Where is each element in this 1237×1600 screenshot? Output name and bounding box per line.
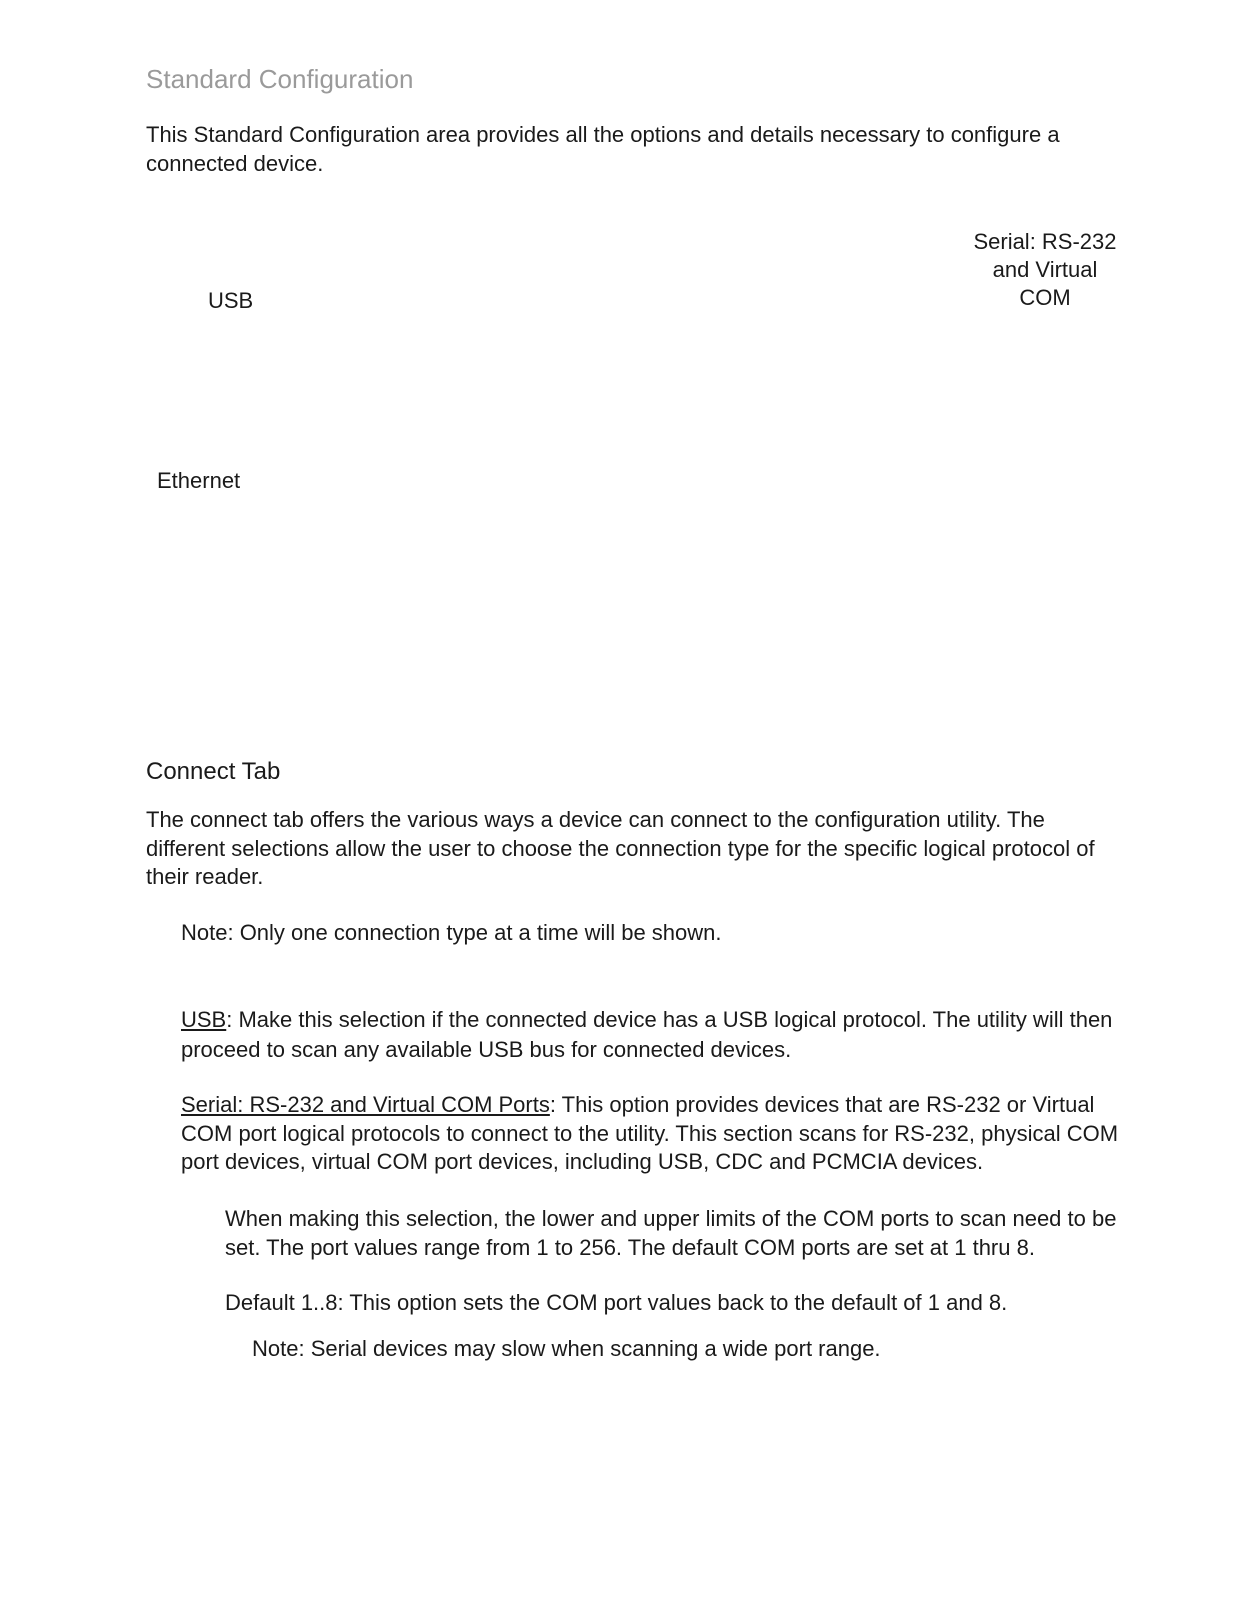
figure-label-usb: USB [208,288,254,313]
figure-label-serial-line1: Serial: RS-232 [973,229,1117,254]
figure-label-serial [966,228,1124,312]
connect-tab-description: The connect tab offers the various ways a device can connect to the configuration utility. The different selections allow the user to choose the connection type for the specific logical protocol of their reader. [146,807,1095,889]
section-title-connect-tab: Connect Tab [146,758,281,785]
usb-option-description: : Make this selection if the connected device has a USB logical protocol. The utility will then proceed to scan any available USB bus for connected devices. [181,1007,1113,1062]
figure-label-ethernet: Ethernet [157,468,241,493]
com-port-limits-paragraph: When making this selection, the lower and upper limits of the COM ports to scan need to be set. The port values range from 1 to 256. The default COM ports are set at 1 thru 8. [225,1206,1117,1260]
serial-option-term: Serial: RS-232 and Virtual COM Ports [181,1092,550,1117]
usb-option-term: USB [181,1007,227,1032]
serial-option-description: : This option provides devices that are RS-232 or Virtual COM port logical protocols to connect to the utility. This section scans for RS-232, physical COM port devices, virtual COM port devices, including USB, CDC and PCMCIA devices. [181,1092,1119,1174]
serial-option-paragraph [181,1091,1136,1177]
section-title-standard-configuration: Standard Configuration [146,64,414,94]
figure-label-serial-line2: and Virtual [992,257,1098,282]
figure-label-serial-line3: COM [1019,285,1071,310]
connection-type-note: Note: Only one connection type at a time will be shown. [181,920,722,945]
serial-devices-note: Note: Serial devices may slow when scanning a wide port range. [252,1336,881,1361]
default-ports-paragraph: Default 1..8: This option sets the COM port values back to the default of 1 and 8. [225,1290,1008,1315]
standard-configuration-intro: This Standard Configuration area provides all the options and details necessary to configure a connected device. [146,122,1060,176]
usb-option-paragraph [181,1005,1121,1064]
